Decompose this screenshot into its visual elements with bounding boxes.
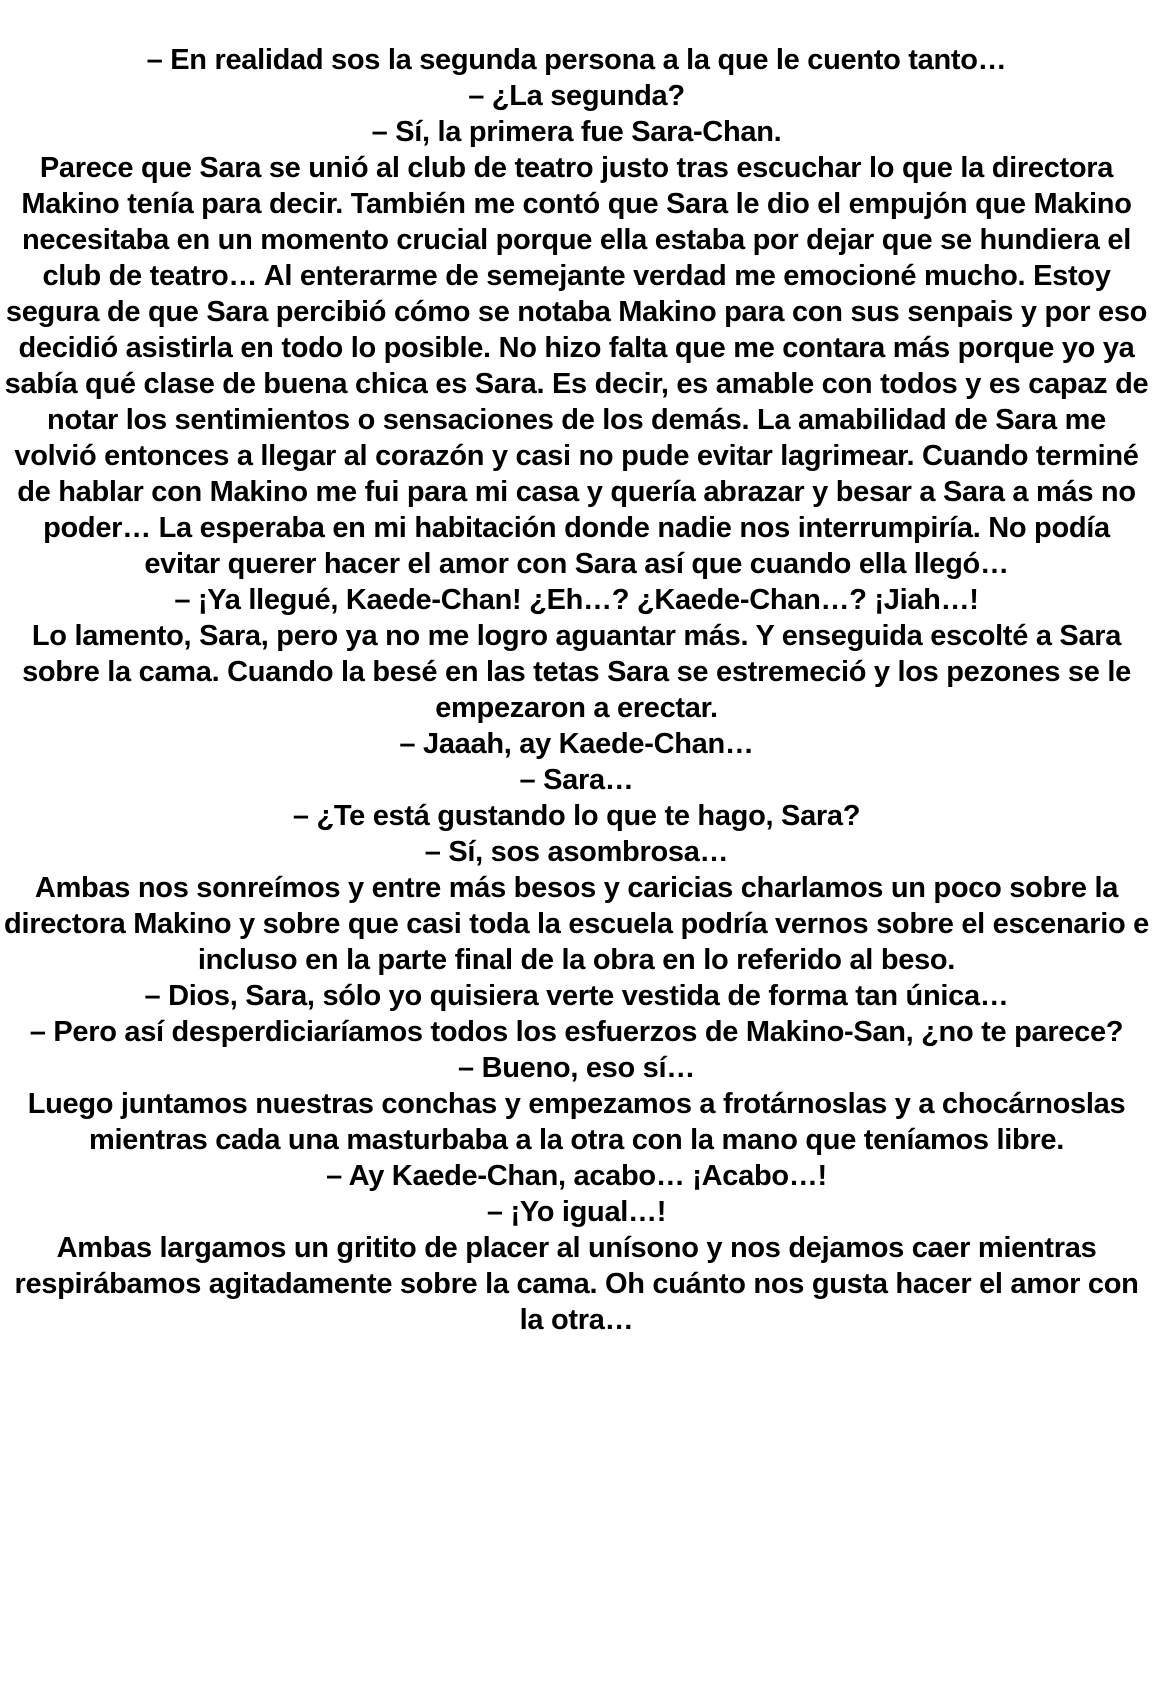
story-paragraph: – Dios, Sara, sólo yo quisiera verte vestida de forma tan única… — [144, 980, 1009, 1012]
story-paragraph: Parece que Sara se unió al club de teatro justo tras escuchar lo que la directora Makino tenía para decir. También me contó que Sara le dio el empujón que Makino necesitaba en un momento crucial porque ella estaba por dejar que se hundiera el club de teatro… Al enterarme de semejante verdad me emocioné mucho. Estoy segura de que Sara percibió cómo se notaba Makino para con sus senpais y por eso decidió asistirla en todo lo posible. No hizo falta que me contara más porque yo ya sabía qué clase de buena chica es Sara. Es decir, es amable con todos y es capaz de notar los sentimientos o sensaciones de los demás. La amabilidad de Sara me volvió entonces a llegar al corazón y casi no pude evitar lagrimear. Cuando terminé de hablar con Makino me fui para mi casa y quería abrazar y besar a Sara a más no poder… La esperaba en mi habitación donde nadie nos interrumpiría. No podía evitar querer hacer el amor con Sara así que cuando ella llegó… — [4, 152, 1149, 580]
story-paragraph: – ¿Te está gustando lo que te hago, Sara? — [292, 800, 861, 832]
story-paragraph: – Jaaah, ay Kaede-Chan… — [399, 728, 754, 760]
story-paragraph: – En realidad sos la segunda persona a la que le cuento tanto… — [146, 44, 1007, 76]
story-paragraph: Ambas largamos un gritito de placer al unísono y nos dejamos caer mientras respirábamos agitadamente sobre la cama. Oh cuánto nos gusta hacer el amor con la otra… — [14, 1232, 1139, 1336]
story-paragraph: Ambas nos sonreímos y entre más besos y caricias charlamos un poco sobre la directora Makino y sobre que casi toda la escuela podría vernos sobre el escenario e incluso en la parte final de la obra en lo referido al beso. — [4, 872, 1149, 976]
story-text — [4, 42, 1149, 1338]
story-paragraph: – Sara… — [519, 764, 634, 796]
story-paragraph: – Bueno, eso sí… — [458, 1052, 695, 1084]
story-paragraph: – Ay Kaede-Chan, acabo… ¡Acabo…! — [326, 1160, 827, 1192]
story-paragraph: – Sí, la primera fue Sara-Chan. — [371, 116, 782, 148]
story-paragraph: – ¡Yo igual…! — [486, 1196, 667, 1228]
story-paragraph: – Sí, sos asombrosa… — [424, 836, 729, 868]
story-paragraph: Luego juntamos nuestras conchas y empezamos a frotárnoslas y a chocárnoslas mientras cada una masturbaba a la otra con la mano que teníamos libre. — [27, 1088, 1126, 1156]
story-paragraph: – ¿La segunda? — [468, 80, 685, 112]
story-paragraph: – Pero así desperdiciaríamos todos los esfuerzos de Makino-San, ¿no te parece? — [29, 1016, 1124, 1048]
story-paragraph: – ¡Ya llegué, Kaede-Chan! ¿Eh…? ¿Kaede-Chan…? ¡Jiah…! — [174, 584, 979, 616]
story-paragraph: Lo lamento, Sara, pero ya no me logro aguantar más. Y enseguida escolté a Sara sobre la cama. Cuando la besé en las tetas Sara se estremeció y los pezones se le empezaron a erectar. — [22, 620, 1131, 724]
